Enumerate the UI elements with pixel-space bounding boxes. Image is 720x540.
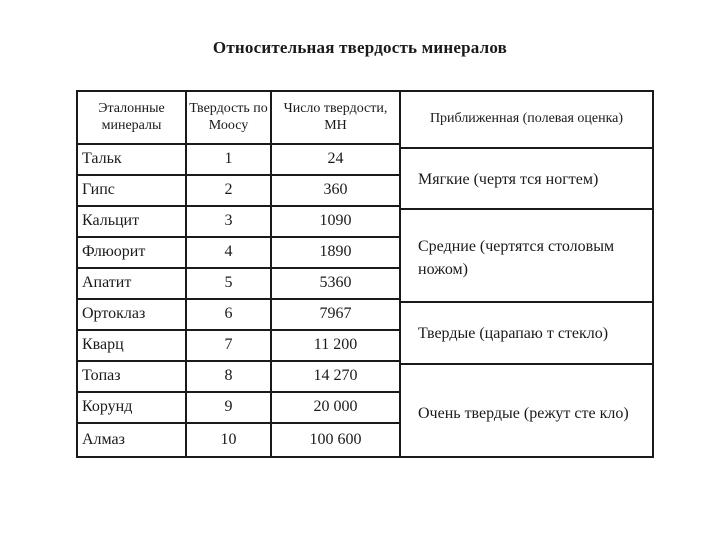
mineral-name: Тальк: [82, 150, 122, 168]
mineral-name: Корунд: [82, 398, 133, 416]
mineral-name: Кварц: [82, 336, 124, 354]
mineral-name: Алмаз: [82, 430, 125, 448]
hardness-value: 24: [327, 150, 344, 168]
hardness-table: [76, 90, 654, 458]
header-mineral: Эталонные минералы: [98, 101, 165, 133]
estimate-very-hard: Очень твердые (режут сте кло): [418, 405, 629, 422]
mohs-value: 3: [224, 212, 233, 230]
mohs-value: 1: [224, 150, 233, 168]
mineral-name: Ортоклаз: [82, 305, 146, 323]
mineral-name: Флюорит: [82, 243, 146, 261]
hardness-value: 100 600: [309, 430, 362, 448]
mineral-name: Кальцит: [82, 212, 140, 230]
hardness-value: 11 200: [313, 336, 358, 354]
hardness-value: 7967: [319, 305, 352, 323]
hardness-value: 20 000: [313, 398, 358, 416]
hardness-value: 14 270: [313, 367, 358, 385]
mohs-value: 5: [224, 274, 233, 292]
estimate-soft: Мягкие (чертя тся ногтем): [418, 171, 599, 188]
estimate-medium: Средние (чертятся столовым ножом): [418, 238, 615, 279]
group-divider: [399, 363, 652, 365]
hardness-value: 1090: [319, 212, 352, 230]
group-divider: [399, 301, 652, 303]
mohs-value: 6: [224, 305, 233, 323]
mohs-value: 7: [224, 336, 233, 354]
header-mohs: Твердость по Моосу: [189, 101, 268, 133]
mohs-value: 4: [224, 243, 233, 261]
mineral-name: Топаз: [82, 367, 121, 385]
mohs-value: 8: [224, 367, 233, 385]
header-hardness: Число твердости, МН: [283, 101, 388, 133]
group-divider: [399, 208, 652, 210]
mohs-value: 2: [224, 181, 233, 199]
mohs-value: 10: [220, 430, 237, 448]
mineral-name: Апатит: [82, 274, 132, 292]
mohs-value: 9: [224, 398, 233, 416]
header-estimate: Приближенная (полевая оценка): [429, 111, 624, 127]
estimate-hard: Твердые (царапаю т стекло): [418, 325, 609, 342]
hardness-value: 5360: [319, 274, 352, 292]
mineral-name: Гипс: [82, 181, 115, 199]
page-title: Относительная твердость минералов: [212, 38, 508, 57]
hardness-value: 1890: [319, 243, 352, 261]
hardness-value: 360: [323, 181, 348, 199]
group-divider: [399, 147, 652, 149]
